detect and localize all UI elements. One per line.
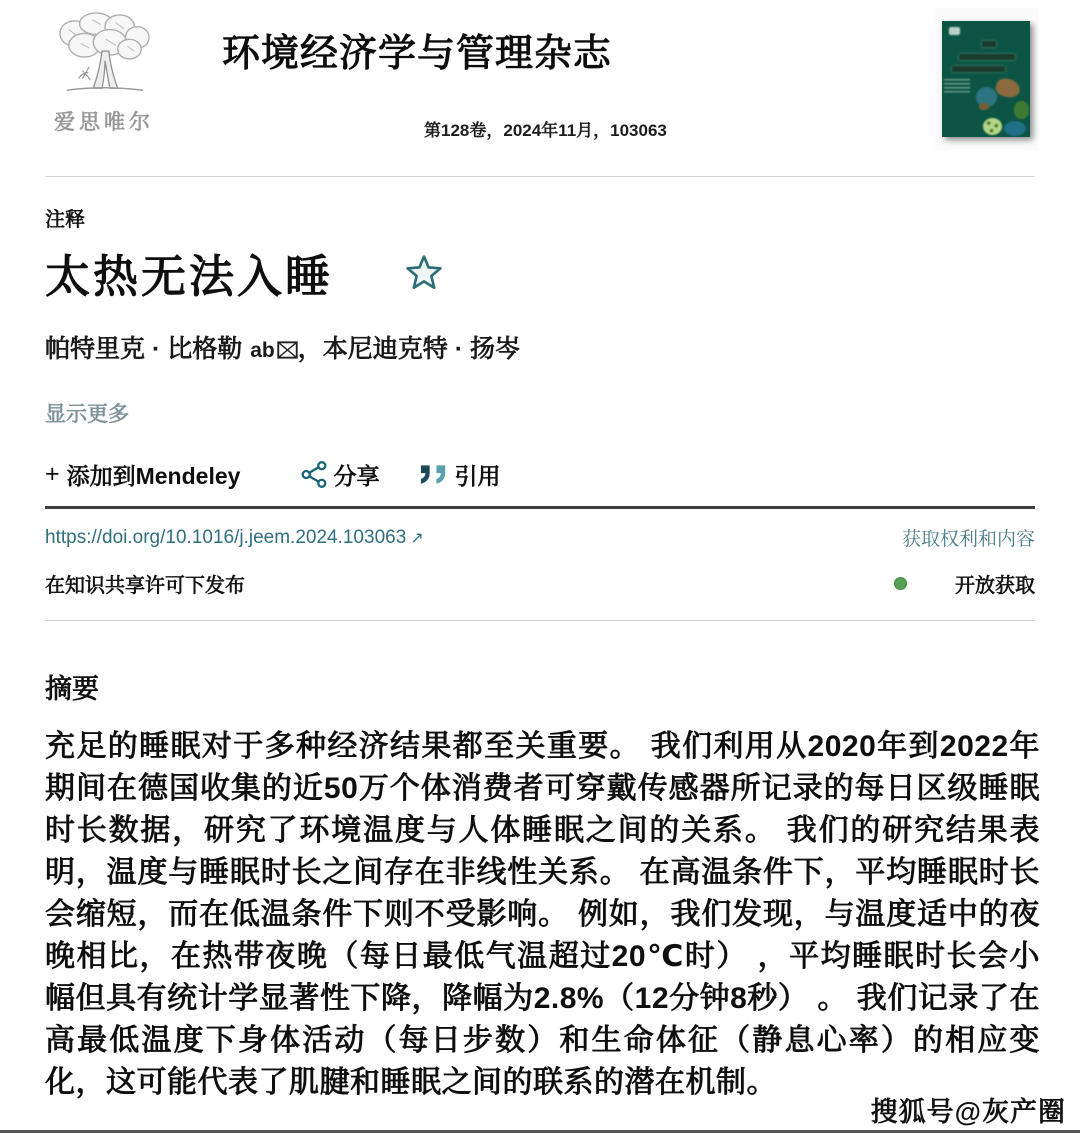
share-label: 分享 xyxy=(333,463,380,489)
elsevier-logo[interactable] xyxy=(44,10,164,136)
save-star-icon[interactable] xyxy=(403,252,445,294)
journal-header xyxy=(0,0,1080,176)
author-affiliation-sup: ab xyxy=(250,339,275,362)
open-access-status xyxy=(894,569,1035,598)
abstract-heading: 摘要 xyxy=(45,674,99,704)
journal-issue-info[interactable]: 第128卷，2024年11月，103063 xyxy=(424,121,667,140)
external-link-icon: ↗ xyxy=(410,529,424,547)
share-icon xyxy=(300,460,329,489)
meta-divider xyxy=(45,620,1035,621)
cover-art-blob xyxy=(1014,101,1029,119)
show-more-link[interactable]: 显示更多 xyxy=(45,403,129,426)
plus-icon: + xyxy=(45,460,60,488)
content-divider xyxy=(45,506,1035,509)
cover-art-blob xyxy=(1004,121,1026,136)
author-name-2[interactable]: 本尼迪克特 · 扬岑 xyxy=(322,335,520,363)
open-access-dot-icon xyxy=(894,577,907,590)
article-actions xyxy=(45,458,1035,491)
cover-art-blob xyxy=(952,66,1005,72)
rights-and-content-link[interactable]: 获取权利和内容 xyxy=(901,529,1035,550)
open-access-label: 开放获取 xyxy=(955,575,1035,597)
journal-title-link[interactable]: 环境经济学与管理杂志 xyxy=(222,33,613,75)
cover-art-blob xyxy=(944,79,970,94)
cover-art-blob xyxy=(994,76,1022,100)
license-link[interactable]: 在知识共享许可下发布 xyxy=(45,575,245,597)
article-title: 太热无法入睡 xyxy=(45,251,334,302)
abstract-section xyxy=(0,667,1080,1104)
author-list xyxy=(45,329,1035,366)
cover-art-blob xyxy=(982,41,996,47)
share-button[interactable] xyxy=(300,458,379,491)
cover-art-blob xyxy=(983,118,1002,135)
doi-link[interactable] xyxy=(45,527,424,549)
elsevier-logo-label: 爱思唯尔 xyxy=(54,111,154,134)
add-to-mendeley-label: 添加到Mendeley xyxy=(66,463,241,489)
elsevier-tree-icon xyxy=(52,87,156,104)
author-separator: ， xyxy=(297,335,323,363)
article-type-label: 注释 xyxy=(45,209,85,231)
article-meta-section xyxy=(0,524,1080,598)
author-name-1[interactable]: 帕特里克 · 比格勒 xyxy=(45,335,243,363)
journal-cover-art xyxy=(942,21,1030,137)
abstract-text: 充足的睡眠对于多种经济结果都至关重要。 我们利用从2020年到2022年期间在德国收集的近50万个体消费者可穿戴传感器所记录的每日区级睡眠时长数据，研究了环境温度与人体睡眠之间的关系。 我们的研究结果表明，温度与睡眠时长之间存在非线性关系。 在高温条件下，平均睡眠时长会缩短，而在低温条件下则不受影响。 例如，我们发现，与温度适中的夜晚相比，在热带夜晚（每日最低气温超过20℃时） ，平均睡眠时长会小幅但具有统计学显著性下降，降幅为2.8%（12分钟8秒） 。 我们记录了在高最低温度下身体活动（每日步数）和生命体征（静息心率）的相应变化，这可能代表了肌腱和睡眠之间的联系的潜在机制。 xyxy=(45,730,1040,1099)
journal-cover-thumbnail[interactable] xyxy=(935,8,1039,150)
cite-button[interactable] xyxy=(419,458,500,491)
cover-art-blob xyxy=(949,27,960,35)
cite-label: 引用 xyxy=(454,463,501,489)
quote-icon xyxy=(419,463,450,487)
article-header-section xyxy=(0,177,1080,491)
cover-art-blob xyxy=(979,103,989,110)
doi-text: https://doi.org/10.1016/j.jeem.2024.103063 xyxy=(45,526,407,548)
email-envelope-icon[interactable] xyxy=(277,337,298,366)
add-to-mendeley-button[interactable] xyxy=(45,458,240,491)
cover-art-blob xyxy=(959,54,1015,60)
watermark-text: 搜狐号@灰产圈 xyxy=(870,1097,1066,1127)
